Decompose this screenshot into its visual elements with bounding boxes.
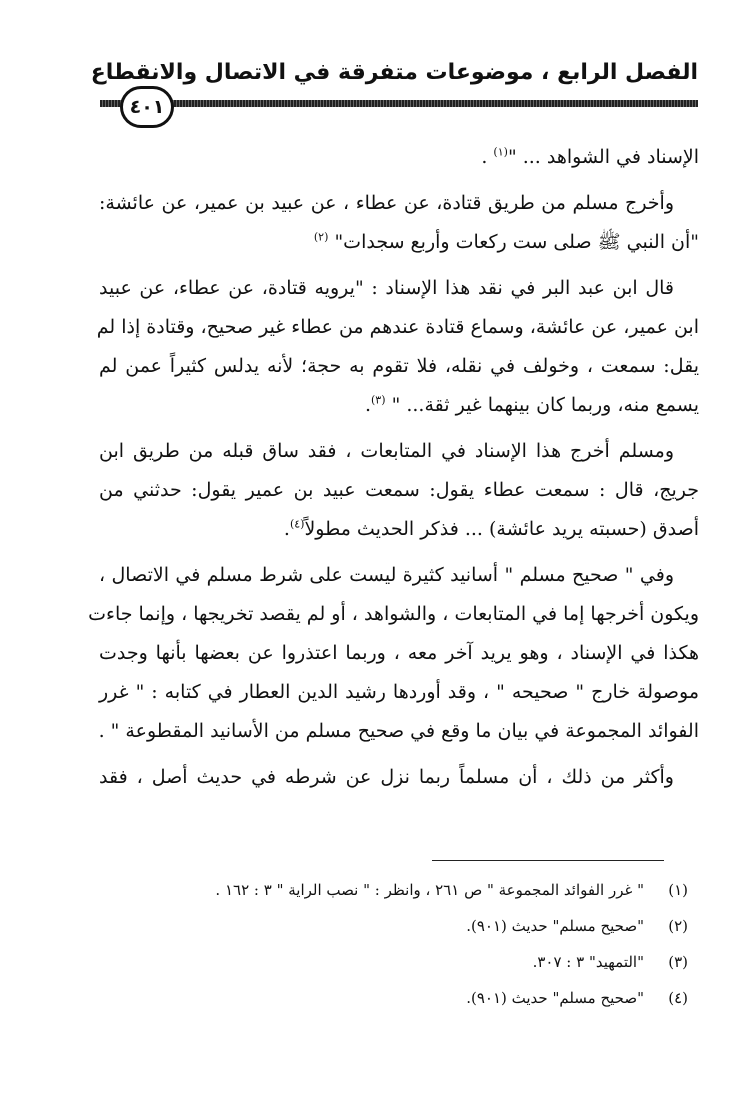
text-line: وأخرج مسلم من طريق قتادة، عن عطاء ، عن عبيد بن عمير، عن عائشة: xyxy=(99,192,674,214)
body-text xyxy=(88,138,699,797)
text-line: هكذا في الإسناد ، وهو يريد آخر معه ، وربما اعتذروا عن بعضها بأنها وجدت xyxy=(99,642,699,664)
footnote-text: "التمهيد" ٣ : ٣٠٧. xyxy=(532,953,644,971)
footnote-separator xyxy=(432,860,664,861)
footnote-number: (٢) xyxy=(668,917,688,935)
footnote xyxy=(128,908,688,944)
footnote-text: " غرر الفوائد المجموعة " ص ٢٦١ ، وانظر : " نصب الراية " ٣ : ١٦٢ . xyxy=(215,881,644,899)
text-line: يسمع منه، وربما كان بينهما غير ثقة... " $^{(٣)}$. xyxy=(364,393,699,416)
footnote-number: (١) xyxy=(668,881,688,899)
text-line: جريج، قال : سمعت عطاء يقول: سمعت عبيد بن عمير يقول: حدثني من xyxy=(99,479,699,501)
paragraph xyxy=(99,758,699,797)
text-line: يقل: سمعت ، وخولف في نقله، فلا تقوم به حجة؛ لأنه يدلس كثيراً عمن لم xyxy=(99,355,699,377)
text-line: قال ابن عبد البر في نقد هذا الإسناد : "يرويه قتادة، عن عطاء، عن عبيد xyxy=(99,277,674,299)
footnote-text: "صحيح مسلم" حديث (٩٠١). xyxy=(466,917,644,935)
text-line: أصدق (حسبته يريد عائشة) ... فذكر الحديث مطولاً$^{(٤)}$. xyxy=(283,517,699,540)
footnote-ref: (١) xyxy=(493,145,508,159)
footnote-ref: (٢) xyxy=(313,230,329,244)
text-line: ابن عمير، عن عائشة، وسماع قتادة عندهم من عطاء غير صحيح، وقتادة إذا لم xyxy=(96,316,699,338)
footnote-ref: (٤) xyxy=(289,517,305,531)
header-rule xyxy=(162,100,698,107)
text-line: وفي " صحيح مسلم " أسانيد كثيرة ليست على شرط مسلم في الاتصال ، xyxy=(99,564,674,586)
text-line: ويكون أخرجها إما في المتابعات ، والشواهد ، أو لم يقصد تخريجها ، وإنما جاءت xyxy=(88,603,699,625)
footnote-ref: (٣) xyxy=(371,393,386,407)
text-line: موصولة خارج " صحيحه " ، وقد أوردها رشيد الدين العطار في كتابه : " غرر xyxy=(99,681,699,703)
paragraph xyxy=(99,184,699,262)
paragraph xyxy=(99,138,699,177)
text-line: "أن النبي ﷺ صلى ست ركعات وأربع سجدات" $^{(٢)}$ xyxy=(313,230,699,253)
text-line: ومسلم أخرج هذا الإسناد في المتابعات ، فقد ساق قبله من طريق ابن xyxy=(99,440,674,462)
footnote xyxy=(128,944,688,980)
paragraph xyxy=(99,432,699,549)
footnote xyxy=(128,980,688,1016)
footnote xyxy=(128,872,688,908)
paragraph xyxy=(88,556,699,751)
page-number: ٤٠١ xyxy=(120,86,174,128)
text-line: وأكثر من ذلك ، أن مسلماً ربما نزل عن شرطه في حديث أصل ، فقد xyxy=(99,766,674,788)
paragraph xyxy=(96,269,699,425)
text-line: الإسناد في الشواهد ... "$^{(١)}$ . xyxy=(481,145,699,168)
footnote-text: "صحيح مسلم" حديث (٩٠١). xyxy=(466,989,644,1007)
chapter-title: الفصل الرابع ، موضوعات متفرقة في الاتصال والانقطاع xyxy=(90,60,698,85)
header-rule-left xyxy=(100,100,122,107)
footnotes xyxy=(128,872,688,1016)
text-line: الفوائد المجموعة في بيان ما وقع في صحيح مسلم من الأسانيد المقطوعة " . xyxy=(98,720,699,742)
footnote-number: (٤) xyxy=(668,989,688,1007)
footnote-number: (٣) xyxy=(668,953,688,971)
